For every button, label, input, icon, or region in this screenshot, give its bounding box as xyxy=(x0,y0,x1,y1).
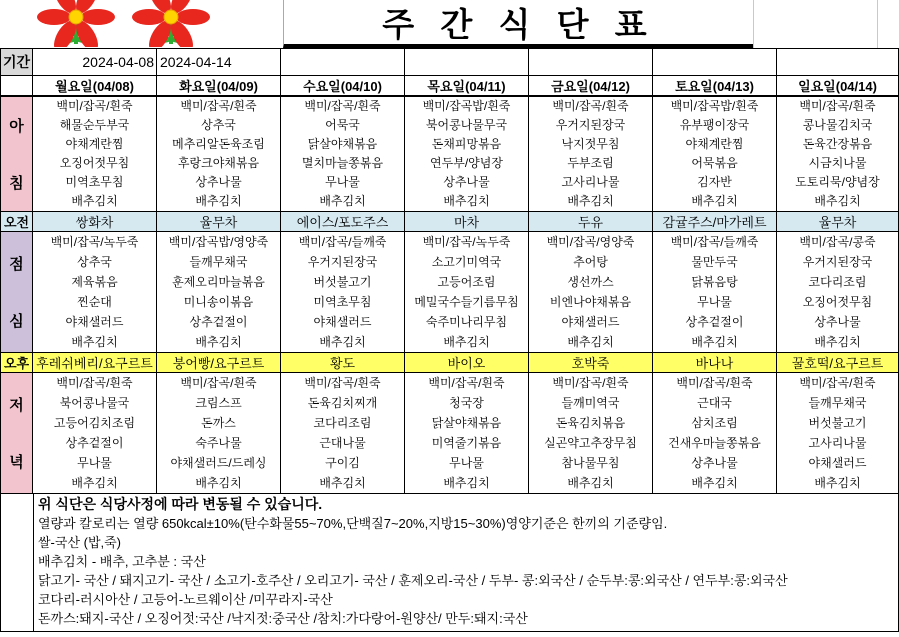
flower-icon xyxy=(121,0,221,47)
menu-item: 고등어김치조림 xyxy=(53,416,136,430)
meal-cell xyxy=(33,373,157,494)
menu-item: 배추김치 xyxy=(567,194,614,208)
row-label-char: 저 xyxy=(9,397,24,414)
menu-item: 배추김치 xyxy=(443,194,490,208)
row-label-afternoon: 오후 xyxy=(1,353,33,373)
meal-cell xyxy=(653,96,777,212)
menu-item: 무나물 xyxy=(449,456,484,470)
menu-item: 멸치마늘쫑볶음 xyxy=(301,156,384,170)
notes-side-column xyxy=(1,494,34,631)
menu-item: 훈제오리마늘볶음 xyxy=(172,275,265,289)
menu-item: 우거지된장국 xyxy=(307,255,378,269)
menu-item: 참나물무침 xyxy=(561,456,620,470)
menu-item: 배추김치 xyxy=(319,476,366,490)
meal-cell xyxy=(33,96,157,212)
menu-item: 버섯불고기 xyxy=(808,416,867,430)
empty-cell xyxy=(529,49,653,76)
menu-item: 배추김치 xyxy=(567,476,614,490)
meal-cell xyxy=(157,96,281,212)
menu-item: 배추김치 xyxy=(319,335,366,349)
menu-item: 김자반 xyxy=(697,175,732,189)
menu-item: 근대나물 xyxy=(319,436,366,450)
menu-item: 북어콩나물무국 xyxy=(425,118,508,132)
menu-item: 배추김치 xyxy=(567,335,614,349)
menu-item: 구이김 xyxy=(325,456,360,470)
menu-item: 숙주나물 xyxy=(195,436,242,450)
footer-notes xyxy=(0,494,899,632)
menu-item: 닭살야채볶음 xyxy=(307,137,378,151)
menu-item: 들깨미역국 xyxy=(561,396,620,410)
menu-item: 백미/잡곡/흰죽 xyxy=(799,99,876,113)
menu-item: 후랑크야채볶음 xyxy=(177,156,260,170)
meal-cell xyxy=(777,232,899,353)
note-nutrition: 열량과 칼로리는 열량 650kcal±10%(탄수화물55~70%,단백질7~20%,지방15~30%)영양기준은 한끼의 기준량임. xyxy=(38,516,668,531)
corner-cell xyxy=(1,76,33,97)
row-label-morning: 오전 xyxy=(1,212,33,232)
menu-item: 들깨무채국 xyxy=(808,396,867,410)
snack-cell: 후레쉬베리/요구르트 xyxy=(33,353,157,373)
row-label-lunch xyxy=(1,232,33,353)
menu-item: 청국장 xyxy=(449,396,484,410)
meal-cell xyxy=(405,373,529,494)
menu-item: 백미/잡곡/들깨죽 xyxy=(670,235,759,249)
menu-item: 연두부/양념장 xyxy=(430,156,503,170)
menu-item: 추어탕 xyxy=(573,255,608,269)
menu-item: 배추김치 xyxy=(71,476,118,490)
snack-cell: 감귤주스/마가레트 xyxy=(653,212,777,232)
menu-item: 백미/잡곡/흰죽 xyxy=(552,99,629,113)
menu-item: 배추김치 xyxy=(691,476,738,490)
menu-item: 근대국 xyxy=(697,396,732,410)
meal-cell xyxy=(33,232,157,353)
menu-item: 백미/잡곡밥/영양죽 xyxy=(168,235,269,249)
menu-item: 배추김치 xyxy=(814,476,861,490)
gridline xyxy=(753,0,754,48)
menu-item: 고등어조림 xyxy=(437,275,496,289)
menu-item: 백미/잡곡/영양죽 xyxy=(546,235,635,249)
menu-item: 백미/잡곡/콩죽 xyxy=(799,235,876,249)
menu-item: 미역초무침 xyxy=(65,175,124,189)
menu-item: 백미/잡곡/흰죽 xyxy=(56,99,133,113)
note-origin-rice: 쌀-국산 (밥,죽) xyxy=(38,535,122,550)
menu-item: 코다리조림 xyxy=(313,416,372,430)
menu-item: 백미/잡곡/흰죽 xyxy=(180,376,257,390)
afternoon-snack-row xyxy=(1,353,899,373)
menu-item: 크림스프 xyxy=(195,396,242,410)
menu-item: 상추국 xyxy=(77,255,112,269)
flower-icon xyxy=(26,0,126,47)
snack-cell: 율무차 xyxy=(157,212,281,232)
menu-item: 고사리나물 xyxy=(561,175,620,189)
snack-cell: 꿀호떡/요구르트 xyxy=(777,353,899,373)
meal-cell xyxy=(529,96,653,212)
day-header-thu: 목요일(04/11) xyxy=(405,76,529,97)
menu-item: 배추김치 xyxy=(71,194,118,208)
menu-item: 오징어젓무침 xyxy=(802,295,873,309)
menu-item: 상추겉절이 xyxy=(65,436,124,450)
menu-item: 백미/잡곡밥/흰죽 xyxy=(422,99,511,113)
menu-item: 미역초무침 xyxy=(313,295,372,309)
snack-cell: 쌍화차 xyxy=(33,212,157,232)
meal-cell xyxy=(281,232,405,353)
day-header-fri: 금요일(04/12) xyxy=(529,76,653,97)
lunch-row xyxy=(1,232,899,353)
menu-item: 무나물 xyxy=(697,295,732,309)
meal-cell xyxy=(281,373,405,494)
menu-item: 우거지된장국 xyxy=(555,118,626,132)
page-title: 주 간 식 단 표 xyxy=(283,0,754,48)
menu-item: 실곤약고추장무침 xyxy=(544,436,637,450)
menu-item: 유부팽이장국 xyxy=(679,118,750,132)
period-end-date: 2024-04-14 xyxy=(157,49,281,76)
row-label-char: 점 xyxy=(9,256,24,273)
menu-item: 배추김치 xyxy=(195,476,242,490)
menu-item: 건새우마늘쫑볶음 xyxy=(668,436,761,450)
menu-item: 배추김치 xyxy=(814,335,861,349)
snack-cell: 호박죽 xyxy=(529,353,653,373)
meal-cell xyxy=(157,373,281,494)
day-header-wed: 수요일(04/10) xyxy=(281,76,405,97)
menu-item: 배추김치 xyxy=(814,194,861,208)
snack-cell: 바이오 xyxy=(405,353,529,373)
menu-item: 북어콩나물국 xyxy=(59,396,130,410)
menu-item: 백미/잡곡/들깨죽 xyxy=(298,235,387,249)
menu-item: 돈채피망볶음 xyxy=(431,137,502,151)
snack-cell: 두유 xyxy=(529,212,653,232)
menu-item: 돈육간장볶음 xyxy=(802,137,873,151)
meal-cell xyxy=(529,373,653,494)
top-banner xyxy=(0,0,899,48)
menu-item: 오징어젓무침 xyxy=(59,156,130,170)
snack-cell: 에이스/포도주스 xyxy=(281,212,405,232)
meal-cell xyxy=(405,96,529,212)
menu-item: 상추겉절이 xyxy=(189,315,248,329)
menu-item: 제육볶음 xyxy=(71,275,118,289)
row-label-char: 아 xyxy=(9,118,24,135)
menu-item: 배추김치 xyxy=(691,194,738,208)
menu-item: 배추김치 xyxy=(319,194,366,208)
menu-item: 배추김치 xyxy=(443,476,490,490)
menu-item: 삼치조림 xyxy=(691,416,738,430)
menu-item: 무나물 xyxy=(77,456,112,470)
menu-item: 어묵국 xyxy=(325,118,360,132)
menu-item: 낙지젓무침 xyxy=(561,137,620,151)
menu-item: 백미/잡곡/녹두죽 xyxy=(422,235,511,249)
row-label-char: 녁 xyxy=(9,454,24,471)
row-label-char: 심 xyxy=(9,313,24,330)
menu-item: 백미/잡곡/흰죽 xyxy=(56,376,133,390)
menu-item: 메추리알돈육조림 xyxy=(172,137,265,151)
menu-item: 미니송이볶음 xyxy=(183,295,254,309)
meal-cell xyxy=(529,232,653,353)
menu-item: 백미/잡곡/녹두죽 xyxy=(50,235,139,249)
empty-cell xyxy=(777,49,899,76)
menu-item: 메밀국수들기름무침 xyxy=(414,295,519,309)
note-origin-etc: 돈까스:돼지-국산 / 오징어젓:국산 /낙지젓:중국산 /참치:가다랑어-원양산/ 만두:돼지:국산 xyxy=(38,611,528,626)
menu-item: 야채계란찜 xyxy=(685,137,744,151)
menu-item: 백미/잡곡/흰죽 xyxy=(799,376,876,390)
day-header-mon: 월요일(04/08) xyxy=(33,76,157,97)
menu-item: 찐순대 xyxy=(77,295,112,309)
empty-cell xyxy=(281,49,405,76)
day-header-sun: 일요일(04/14) xyxy=(777,76,899,97)
menu-item: 상추나물 xyxy=(443,175,490,189)
period-start-date: 2024-04-08 xyxy=(33,49,157,76)
period-row xyxy=(1,49,899,76)
meal-cell xyxy=(157,232,281,353)
menu-item: 배추김치 xyxy=(691,335,738,349)
meal-cell xyxy=(653,232,777,353)
menu-item: 무나물 xyxy=(325,175,360,189)
note-origin-meat: 닭고기- 국산 / 돼지고기- 국산 / 소고기-호주산 / 오리고기- 국산 / 훈제오리-국산 / 두부- 콩:외국산 / 순두부:콩:외국산 / 연두부:콩:외국산 xyxy=(38,573,788,588)
day-header-sat: 토요일(04/13) xyxy=(653,76,777,97)
menu-item: 닭볶음탕 xyxy=(691,275,738,289)
meal-cell xyxy=(777,96,899,212)
menu-item: 버섯불고기 xyxy=(313,275,372,289)
gridline xyxy=(877,0,878,48)
menu-item: 상추나물 xyxy=(691,456,738,470)
meal-cell xyxy=(281,96,405,212)
snack-cell: 마차 xyxy=(405,212,529,232)
menu-item: 코다리조림 xyxy=(808,275,867,289)
period-label: 기간 xyxy=(1,49,33,76)
menu-item: 배추김치 xyxy=(443,335,490,349)
day-header-row xyxy=(1,76,899,97)
menu-item: 닭살야채볶음 xyxy=(431,416,502,430)
menu-item: 배추김치 xyxy=(195,335,242,349)
menu-item: 백미/잡곡/흰죽 xyxy=(304,376,381,390)
morning-snack-row xyxy=(1,212,899,232)
meal-cell xyxy=(405,232,529,353)
menu-item: 물만두국 xyxy=(691,255,738,269)
meal-cell xyxy=(777,373,899,494)
menu-item: 해물순두부국 xyxy=(59,118,130,132)
menu-item: 백미/잡곡/흰죽 xyxy=(304,99,381,113)
row-label-dinner xyxy=(1,373,33,494)
menu-item: 백미/잡곡/흰죽 xyxy=(428,376,505,390)
menu-item: 비엔나야채볶음 xyxy=(549,295,632,309)
menu-item: 상추국 xyxy=(201,118,236,132)
note-disclaimer: 위 식단은 식당사정에 따라 변동될 수 있습니다. xyxy=(38,496,323,512)
menu-item: 백미/잡곡밥/흰죽 xyxy=(670,99,759,113)
menu-item: 배추김치 xyxy=(195,194,242,208)
menu-item: 상추나물 xyxy=(814,315,861,329)
menu-item: 백미/잡곡/흰죽 xyxy=(676,376,753,390)
menu-item: 백미/잡곡/흰죽 xyxy=(180,99,257,113)
menu-item: 콩나물김치국 xyxy=(802,118,873,132)
snack-cell: 바나나 xyxy=(653,353,777,373)
menu-item: 야채샐러드 xyxy=(313,315,372,329)
menu-item: 숙주미나리무침 xyxy=(425,315,508,329)
menu-item: 야채샐러드/드레싱 xyxy=(170,456,267,470)
menu-item: 상추나물 xyxy=(195,175,242,189)
menu-item: 생선까스 xyxy=(567,275,614,289)
menu-item: 미역줄기볶음 xyxy=(431,436,502,450)
menu-item: 돈까스 xyxy=(201,416,236,430)
menu-item: 야채샐러드 xyxy=(808,456,867,470)
menu-item: 어묵볶음 xyxy=(691,156,738,170)
snack-cell: 황도 xyxy=(281,353,405,373)
menu-item: 돈육김치볶음 xyxy=(555,416,626,430)
menu-item: 들깨무채국 xyxy=(189,255,248,269)
dinner-row xyxy=(1,373,899,494)
menu-item: 돈육김치찌개 xyxy=(307,396,378,410)
menu-table xyxy=(0,48,899,494)
snack-cell: 붕어빵/요구르트 xyxy=(157,353,281,373)
row-label-char: 침 xyxy=(9,175,24,192)
menu-item: 야채계란찜 xyxy=(65,137,124,151)
menu-item: 야채샐러드 xyxy=(65,315,124,329)
menu-item: 고사리나물 xyxy=(808,436,867,450)
menu-item: 야채샐러드 xyxy=(561,315,620,329)
day-header-tue: 화요일(04/09) xyxy=(157,76,281,97)
menu-item: 도토리묵/양념장 xyxy=(795,175,880,189)
empty-cell xyxy=(653,49,777,76)
menu-item: 상추겉절이 xyxy=(685,315,744,329)
menu-item: 소고기미역국 xyxy=(431,255,502,269)
note-origin-kimchi: 배추김치 - 배추, 고추분 : 국산 xyxy=(38,554,206,569)
empty-cell xyxy=(405,49,529,76)
menu-item: 시금치나물 xyxy=(808,156,867,170)
snack-cell: 율무차 xyxy=(777,212,899,232)
breakfast-row xyxy=(1,96,899,212)
note-origin-fish: 코다리-러시아산 / 고등어-노르웨이산 /미꾸라지-국산 xyxy=(38,592,333,607)
row-label-breakfast xyxy=(1,96,33,212)
menu-item: 배추김치 xyxy=(71,335,118,349)
menu-item: 우거지된장국 xyxy=(802,255,873,269)
meal-cell xyxy=(653,373,777,494)
menu-item: 백미/잡곡/흰죽 xyxy=(552,376,629,390)
menu-item: 두부조림 xyxy=(567,156,614,170)
